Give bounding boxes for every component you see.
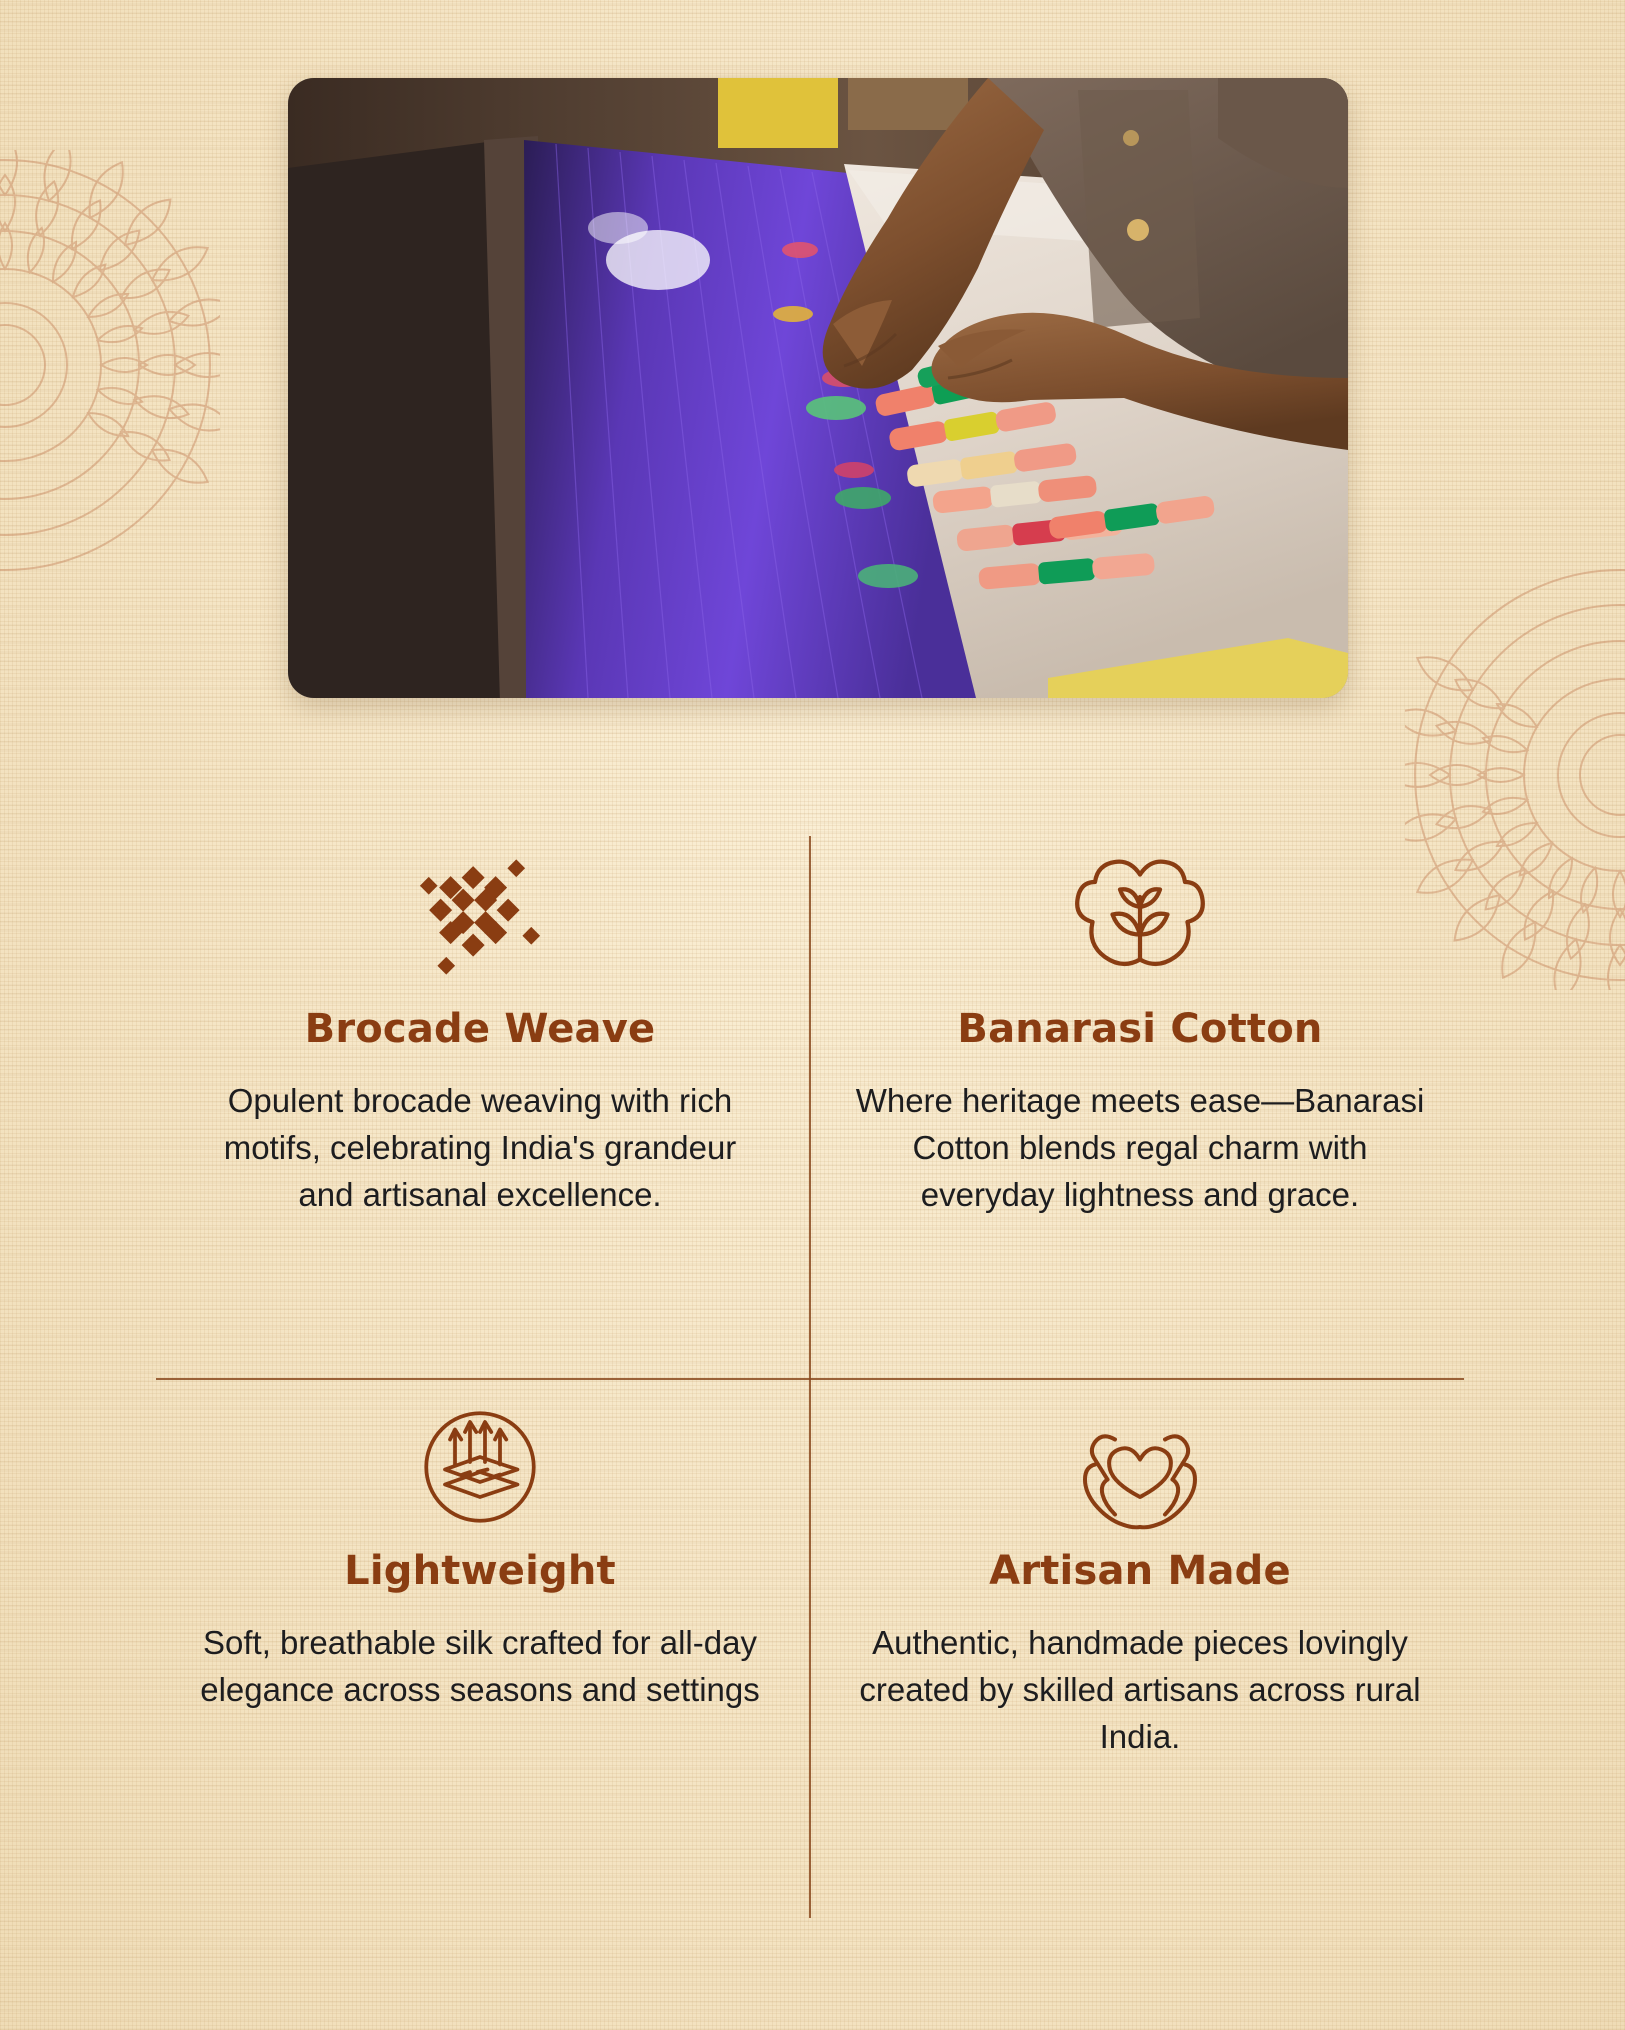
hands-heart-icon: [1065, 1392, 1215, 1542]
feature-description: Where heritage meets ease—Banarasi Cotton blends regal charm with everyday lightness and grace.: [855, 1082, 1425, 1213]
brocade-weave-icon: [405, 842, 555, 992]
feature-description: Opulent brocade weaving with rich motifs, celebrating India's grandeur and artisanal excellence.: [223, 1082, 737, 1213]
feature-title: Lightweight: [344, 1548, 616, 1594]
feature-lightweight: [150, 1378, 810, 1928]
feature-grid: [150, 828, 1470, 1928]
feature-title: Brocade Weave: [304, 1006, 656, 1052]
lightweight-fabric-icon: [405, 1392, 555, 1542]
grid-divider-horizontal: [156, 1378, 1464, 1380]
hero-image-container: [288, 78, 1348, 698]
feature-description: Soft, breathable silk crafted for all-day elegance across seasons and settings: [200, 1624, 760, 1708]
cotton-boll-icon: [1065, 842, 1215, 992]
feature-banarasi-cotton: [810, 828, 1470, 1378]
feature-title: Banarasi Cotton: [957, 1006, 1323, 1052]
feature-artisan-made: [810, 1378, 1470, 1928]
feature-brocade-weave: [150, 828, 810, 1378]
handloom-weaving-photo: [288, 78, 1348, 698]
grid-divider-vertical: [809, 836, 811, 1918]
feature-title: Artisan Made: [989, 1548, 1291, 1594]
feature-description: Authentic, handmade pieces lovingly created by skilled artisans across rural India.: [859, 1624, 1421, 1755]
